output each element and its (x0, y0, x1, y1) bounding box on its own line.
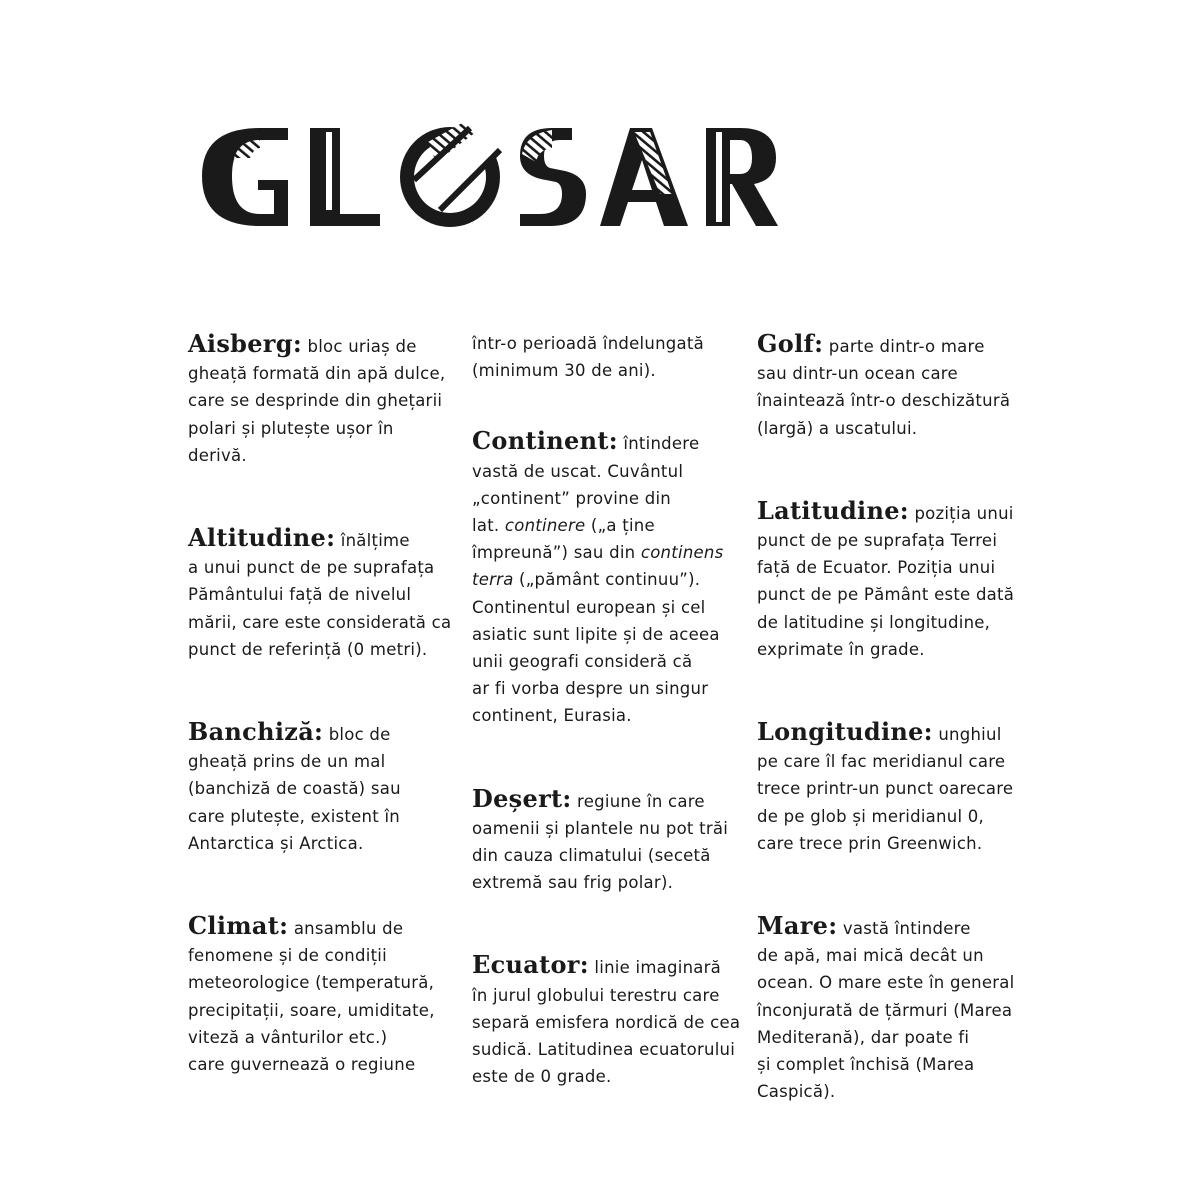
title-letter-r (706, 128, 778, 226)
entry-longitudine (757, 718, 1032, 857)
entry-aisberg (188, 330, 456, 469)
entry-latitudine (757, 497, 1032, 663)
term-latitudine: Latitudine: (757, 495, 909, 525)
term-ecuator: Ecuator: (472, 950, 589, 980)
title-letter-g (202, 128, 288, 226)
entry-climat (188, 912, 456, 1078)
term-longitudine: Longitudine: (757, 717, 933, 747)
term-desert: Deșert: (472, 783, 572, 813)
definition-continent-latin-2: continens terra (472, 543, 724, 590)
term-climat: Climat: (188, 911, 289, 941)
page-title (200, 118, 780, 236)
definition-ecuator: linie imaginară în jurul globului terestru care separă emisfera nordică de cea sudică. Latitudinea ecuatorului este de 0 grade. (472, 958, 741, 1087)
entry-continent (472, 427, 744, 729)
definition-continent-part-3: („pământ continuu”). Continentul european și cel asiatic sunt lipite și de aceea unii geografi consideră că ar fi vorba despre un singur continent, Eurasia. (472, 570, 720, 726)
definition-altitudine: înălțime a unui punct de pe suprafața Pământului față de nivelul mării, care este considerată ca punct de referință (0 metri). (188, 531, 452, 659)
term-aisberg: Aisberg: (188, 329, 302, 358)
glossary-column-1 (188, 330, 456, 1078)
definition-continent-latin-1: continere (504, 516, 586, 536)
definition-golf: parte dintr-o mare sau dintr-un ocean care înaintează într-o deschizătură (largă) a uscatului. (757, 337, 1011, 438)
term-altitudine: Altitudine: (188, 523, 336, 553)
definition-latitudine: poziția unui punct de pe suprafața Terrei față de Ecuator. Poziția unui punct de pe Pământ este dată de latitudine și longitudine, exprimate în grade. (757, 503, 1015, 659)
definition-aisberg: bloc uriaș de gheață formată din apă dulce, care se desprinde din ghețarii polari și plutește ușor în derivă. (188, 337, 446, 465)
title-letter-l (310, 128, 380, 226)
definition-continent-part-2: („a ține împreună”) sau din (472, 516, 655, 563)
entry-desert (472, 785, 744, 897)
definition-banchiza: bloc de gheață prins de un mal (banchiză de coastă) sau care plutește, existent în Antarctica și Arctica. (188, 725, 401, 853)
definition-continent-part-1: întindere vastă de uscat. Cuvântul „continent” provine din lat. (472, 434, 700, 536)
glossary-column-2 (472, 330, 744, 1090)
title-letter-o (400, 122, 500, 227)
title-letter-s (520, 128, 586, 226)
entry-ecuator (472, 951, 744, 1090)
definition-climat: ansamblu de fenomene și de condiții meteorologice (temperatură, precipitații, soare, umiditate, viteză a vânturilor etc.) care guvernează o regiune (188, 919, 435, 1075)
term-banchiza: Banchiză: (188, 717, 324, 747)
entry-mare (757, 912, 1032, 1105)
term-golf: Golf: (757, 329, 824, 358)
definition-longitudine: unghiul pe care îl fac meridianul care trece printr-un punct oarecare de pe glob și meridianul 0, care trece prin Greenwich. (757, 725, 1014, 853)
definition-desert: regiune în care oamenii și plantele nu pot trăi din cauza climatului (secetă extremă sau frig polar). (472, 791, 729, 893)
definition-climat-continued: într-o perioadă îndelungată (minimum 30 de ani). (472, 334, 704, 381)
glossary-column-3 (757, 330, 1032, 1105)
term-mare: Mare: (757, 911, 838, 941)
title-letter-a (600, 128, 688, 226)
entry-banchiza (188, 718, 456, 857)
term-continent: Continent: (472, 426, 618, 456)
entry-golf (757, 330, 1032, 442)
entry-altitudine (188, 524, 456, 663)
definition-mare: vastă întindere de apă, mai mică decât un ocean. O mare este în general înconjurată de țărmuri (Marea Mediterană), dar poate fi și complet închisă (Marea Caspică). (757, 919, 1015, 1102)
